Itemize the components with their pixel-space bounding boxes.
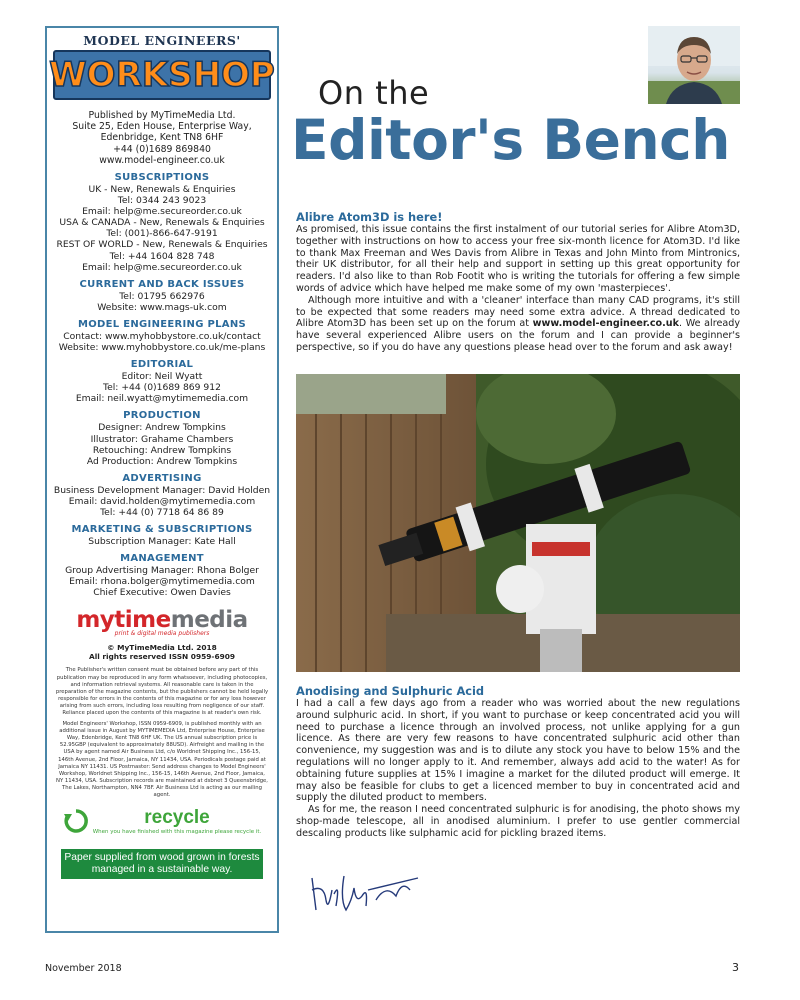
logo-top-text: MODEL ENGINEERS' xyxy=(83,33,241,48)
section-editorial xyxy=(47,359,277,404)
section-heading: ADVERTISING xyxy=(122,472,202,484)
logo-tagline: print & digital media publishers xyxy=(114,630,210,638)
copyright-line: All rights reserved ISSN 0959-6909 xyxy=(88,652,236,662)
section-production xyxy=(47,410,277,466)
logo-part-1: mytime xyxy=(76,607,171,634)
page-title: Editor's Bench xyxy=(291,108,730,172)
article-paragraph: As promised, this issue contains the first instalment of our tutorial series for Alibre Atom3D, together with instructions on how to access your free six-month licence for Atom3D. I'd like to thank Max Freeman and Wes Davis from Alibre in Texas and John Minto from Mintronics, their UK distributor, for all their help and support in setting up this great opportunity for readers. I'd also like to than Rob Footit who is writing the tutorials for offering a few simple words of advice which have helped me make some of my own 'masterpieces'. xyxy=(296,224,740,294)
section-heading: MARKETING & SUBSCRIPTIONS xyxy=(71,524,253,536)
paragraph-text: . We already have several experienced Alibre users on the forum and I can provide a beginner's perspective, so if you do have any questions please head over to the forum and ask away! xyxy=(296,318,740,353)
section-line: Tel: +44 1604 828 748 xyxy=(109,250,215,262)
section-management xyxy=(47,553,277,598)
article-paragraph xyxy=(296,295,740,354)
section-line: Designer: Andrew Tompkins xyxy=(98,422,226,434)
section-line: Illustrator: Grahame Chambers xyxy=(90,433,234,445)
section-line: Contact: www.myhobbystore.co.uk/contact xyxy=(63,330,261,342)
page-number: 3 xyxy=(732,961,739,974)
fine-print-paragraph: Model Engineers' Workshop, ISSN 0959-6909, is published monthly with an additional issue in August by MYTIMEMEDIA Ltd, Enterprise House, Enterprise Way, Edenbridge, Kent TN8 6HF UK. The US annual subscription price is 52.95GBP (equivalent to approximately 88USD). Airfreight and mailing in the USA by agent named Air Business Ltd, c/o Worldnet Shipping Inc., 156-15, 146th Avenue, 2nd Floor, Jamaica, NY 11434, USA. Periodicals postage paid at Jamaica NY 11431. US Postmaster: Send address changes to Model Engineers' Workshop, Worldnet Shipping Inc., 156-15, 146th Avenue, 2nd Floor, Jamaica, NY 11434, USA. Subscription records are maintained at dsbnet 3 Queensbridge, The Lakes, Northampton, NN4 7BF. Air Business Ltd is acting as our mailing agent. xyxy=(56,721,268,799)
article-alibre xyxy=(296,211,740,354)
copyright-line: © MyTimeMedia Ltd. 2018 xyxy=(107,643,217,653)
editor-portrait xyxy=(648,26,740,104)
forum-link[interactable]: www.model-engineer.co.uk xyxy=(532,318,679,330)
logo-part-2: media xyxy=(170,607,248,634)
section-heading: CURRENT AND BACK ISSUES xyxy=(79,278,245,290)
section-plans xyxy=(47,319,277,353)
section-heading: SUBSCRIPTIONS xyxy=(114,172,210,184)
publisher-line: Edenbridge, Kent TN8 6HF xyxy=(100,132,224,144)
section-advertising xyxy=(47,473,277,518)
section-line: Group Advertising Manager: Rhona Bolger xyxy=(65,565,259,577)
section-line: REST OF WORLD - New, Renewals & Enquiries xyxy=(56,239,268,251)
publisher-line: Suite 25, Eden House, Enterprise Way, xyxy=(72,121,252,133)
recycle-word: recycle xyxy=(144,807,210,829)
section-heading: PRODUCTION xyxy=(123,410,201,422)
copyright xyxy=(47,643,277,661)
sustainable-paper-note: Paper supplied from wood grown in forests managed in a sustainable way. xyxy=(61,849,263,879)
section-heading: MANAGEMENT xyxy=(120,553,204,565)
section-line: USA & CANADA - New, Renewals & Enquiries xyxy=(59,217,265,229)
fine-print-paragraph: The Publisher's written consent must be obtained before any part of this publication may be reproduced in any form whatsoever, including photocopies, and information retrieval systems. All reasonable care is taken in the preparation of the magazine contents, but the publishers cannot be held legally responsible for errors in the contents of this magazine or for any loss however arising from such errors, including loss resulting from negligence of our staff. Reliance placed upon the contents of this magazine is at reader's own risk. xyxy=(55,667,269,717)
logo-word: WORKSHOP xyxy=(53,50,271,100)
section-marketing xyxy=(47,524,277,547)
section-line: Email: help@me.secureorder.co.uk xyxy=(82,261,242,273)
publisher-line: +44 (0)1689 869840 xyxy=(113,143,211,155)
section-line: Website: www.mags-uk.com xyxy=(97,301,227,313)
editor-portrait-image xyxy=(648,26,740,104)
recycle-logo xyxy=(47,807,277,835)
section-line: Email: neil.wyatt@mytimemedia.com xyxy=(75,393,249,405)
section-back-issues xyxy=(47,279,277,313)
section-line: Tel: +44 (0) 7718 64 86 89 xyxy=(100,506,224,518)
editor-signature xyxy=(306,870,426,926)
section-line: UK - New, Renewals & Enquiries xyxy=(88,184,236,196)
section-subscriptions xyxy=(47,172,277,273)
article-paragraph: I had a call a few days ago from a reader who was worried about the new regulations around sulphuric acid. In short, if you want to purchase or keep concentrated acid you will need to purchase a licence through an involved process, not unlike applying for a gun licence. As there are very few reasons to have concentrated sulphuric acid other than convenience, my suggestion was and is to dilute any stock you have to below 15% and the regulations will no longer apply to it. And remember, always add acid to the water! As for obtaining future supplies at 15% I imagine a market for the diluted product will emerge. It may also be feasible for clubs to get a licenced member to buy in concentrated acid and supply the diluted product to members. xyxy=(296,698,740,804)
section-line: Business Development Manager: David Holden xyxy=(53,484,271,496)
article-anodising xyxy=(296,685,740,840)
magazine-logo xyxy=(49,33,275,100)
section-line: Tel: +44 (0)1689 869 912 xyxy=(103,382,221,394)
section-line: Retouching: Andrew Tompkins xyxy=(92,444,232,456)
telescope-photo-image xyxy=(296,374,740,672)
section-line: Tel: (001)-866-647-9191 xyxy=(106,228,218,240)
recycle-note: When you have finished with this magazine please recycle it. xyxy=(92,829,262,836)
section-line: Email: david.holden@mytimemedia.com xyxy=(68,495,256,507)
recycle-icon xyxy=(63,808,89,834)
masthead-panel xyxy=(45,26,279,933)
publisher-line: www.model-engineer.co.uk xyxy=(99,154,225,166)
section-line: Email: help@me.secureorder.co.uk xyxy=(82,206,242,218)
article-heading: Alibre Atom3D is here! xyxy=(296,210,443,224)
publisher-line: Published by MyTimeMedia Ltd. xyxy=(88,110,236,121)
section-line: Tel: 01795 662976 xyxy=(119,290,205,302)
section-line: Editor: Neil Wyatt xyxy=(121,371,203,383)
issue-date: November 2018 xyxy=(45,963,122,974)
paragraph-text: Although more intuitive and with a 'cleaner' interface than many CAD programs, it's still to be expected that some readers may need some extra advice. A thread dedicated to Alibre Atom3D has been set up on the forum at xyxy=(296,294,740,330)
page-title-small: On the xyxy=(318,74,430,112)
mytimemedia-logo xyxy=(47,608,277,632)
telescope-photo xyxy=(296,374,740,672)
section-line: Tel: 0344 243 9023 xyxy=(117,195,207,207)
section-line: Ad Production: Andrew Tompkins xyxy=(86,455,238,467)
article-heading: Anodising and Sulphuric Acid xyxy=(296,684,485,698)
article-paragraph: As for me, the reason I need concentrated sulphuric is for anodising, the photo shows my shop-made telescope, all in anodised aluminium. I prefer to use gentler commercial descaling products like sulphamic acid for pickling brazed items. xyxy=(296,804,740,839)
section-line: Subscription Manager: Kate Hall xyxy=(88,536,236,548)
section-heading: MODEL ENGINEERING PLANS xyxy=(78,318,246,330)
section-line: Chief Executive: Owen Davies xyxy=(93,587,231,599)
publisher-info xyxy=(47,110,277,166)
section-line: Email: rhona.bolger@mytimemedia.com xyxy=(69,576,255,588)
section-heading: EDITORIAL xyxy=(130,359,194,371)
signature-image xyxy=(306,870,426,922)
legal-fine-print xyxy=(55,667,269,799)
section-line: Website: www.myhobbystore.co.uk/me-plans xyxy=(58,342,266,354)
